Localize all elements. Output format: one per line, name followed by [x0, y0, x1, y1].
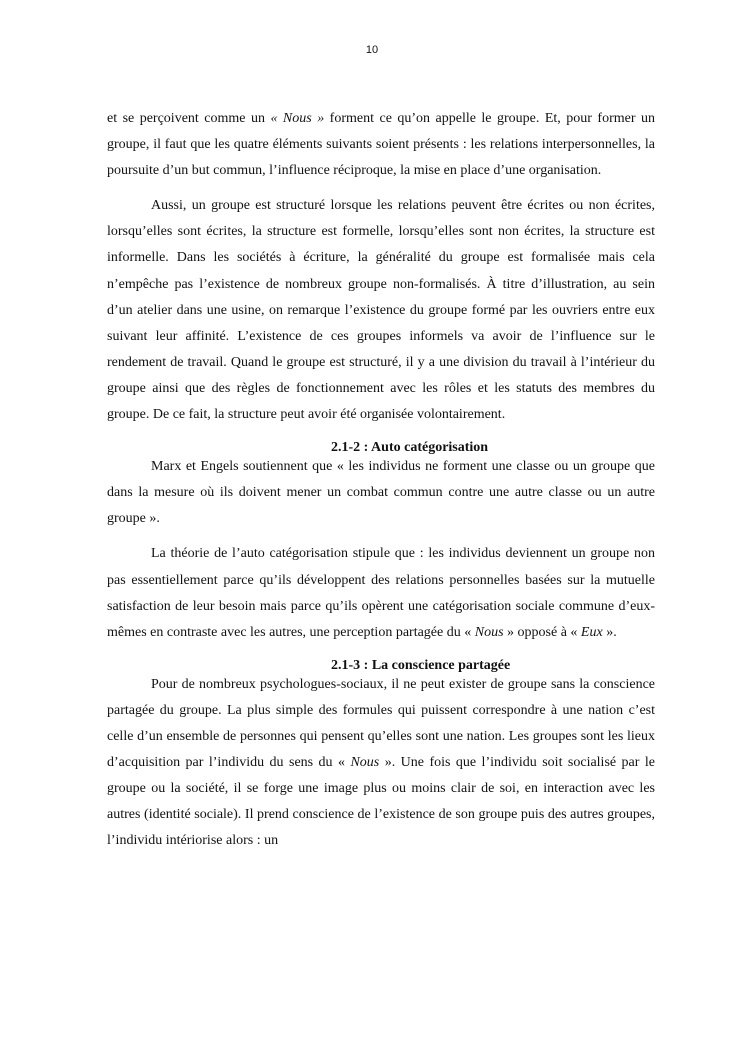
paragraph-auto-categorisation-theory — [107, 541, 655, 645]
text: et se perçoivent comme un — [107, 111, 271, 126]
section-heading-shared-consciousness: 2.1-3 : La conscience partagée — [331, 657, 511, 673]
paragraph-shared-consciousness — [107, 672, 655, 855]
page-number: 10 — [365, 44, 379, 56]
emphasis-nous: Nous — [474, 624, 504, 640]
text: ». Une fois que l’individu soit socialisé par le groupe ou la société, il se forge une image plus ou moins clair de soi, en interaction avec les autres (identité sociale). Il prend conscience de l’existence de son groupe puis des autres groupes, l’individu intériorise alors : un — [107, 755, 655, 849]
paragraph-group-definition — [107, 106, 655, 184]
section-heading-auto-categorisation: 2.1-2 : Auto catégorisation — [331, 440, 489, 456]
text: La théorie de l’auto catégorisation stipule que : les individus deviennent un groupe non pas essentiellement parce qu’ils développent des relations personnelles basées sur la mutuelle satisfaction de leur besoin mais parce qu’ils opèrent une catégorisation sociale commune d’eux-mêmes en contraste avec les autres, une perception partagée du « — [107, 546, 655, 640]
emphasis-nous: Nous — [350, 755, 380, 771]
emphasis-eux: Eux — [580, 624, 603, 640]
document-body — [107, 106, 655, 854]
emphasis-nous: « Nous » — [270, 111, 325, 126]
paragraph-marx-engels: Marx et Engels soutiennent que « les individus ne forment une classe ou un groupe que dans la mesure où ils doivent mener un combat commun contre une autre classe ou un autre groupe ». — [107, 459, 655, 527]
text: Pour de nombreux psychologues-sociaux, il ne peut exister de groupe sans la conscience partagée du groupe. La plus simple des formules qui puissent correspondre à une nation c’est celle d’un ensemble de personnes qui pensent qu’elles sont une nation. Les groupes sont les lieux d’acquisition par l’individu du sens du « — [107, 676, 655, 771]
paragraph-group-structure: Aussi, un groupe est structuré lorsque les relations peuvent être écrites ou non écrites, lorsqu’elles sont écrites, la structure est formelle, lorsqu’elles sont non écrites, la structure est informelle. Dans les sociétés à écriture, la généralité du groupe est formalisée mais cela n’empêche pas l’existence de nombreux groupe non-formalisés. À titre d’illustration, au sein d’un atelier dans une usine, on remarque l’existence du groupe formé par les ouvriers entre eux suivant leur affinité. L’existence de ces groupes informels va avoir de l’influence sur le rendement de travail. Quand le groupe est structuré, il y a une division du travail à l’intérieur du groupe ainsi que des règles de fonctionnement avec les rôles et les statuts des membres du groupe. De ce fait, la structure peut avoir été organisée volontairement. — [107, 198, 655, 423]
text: forment ce qu’on appelle le groupe. Et, pour former un groupe, il faut que les quatre éléments suivants soient présents : les relations interpersonnelles, la poursuite d’un but commun, l’influence réciproque, la mise en place d’une organisation. — [107, 111, 655, 179]
text: ». — [602, 624, 617, 640]
text: » opposé à « — [503, 624, 581, 640]
